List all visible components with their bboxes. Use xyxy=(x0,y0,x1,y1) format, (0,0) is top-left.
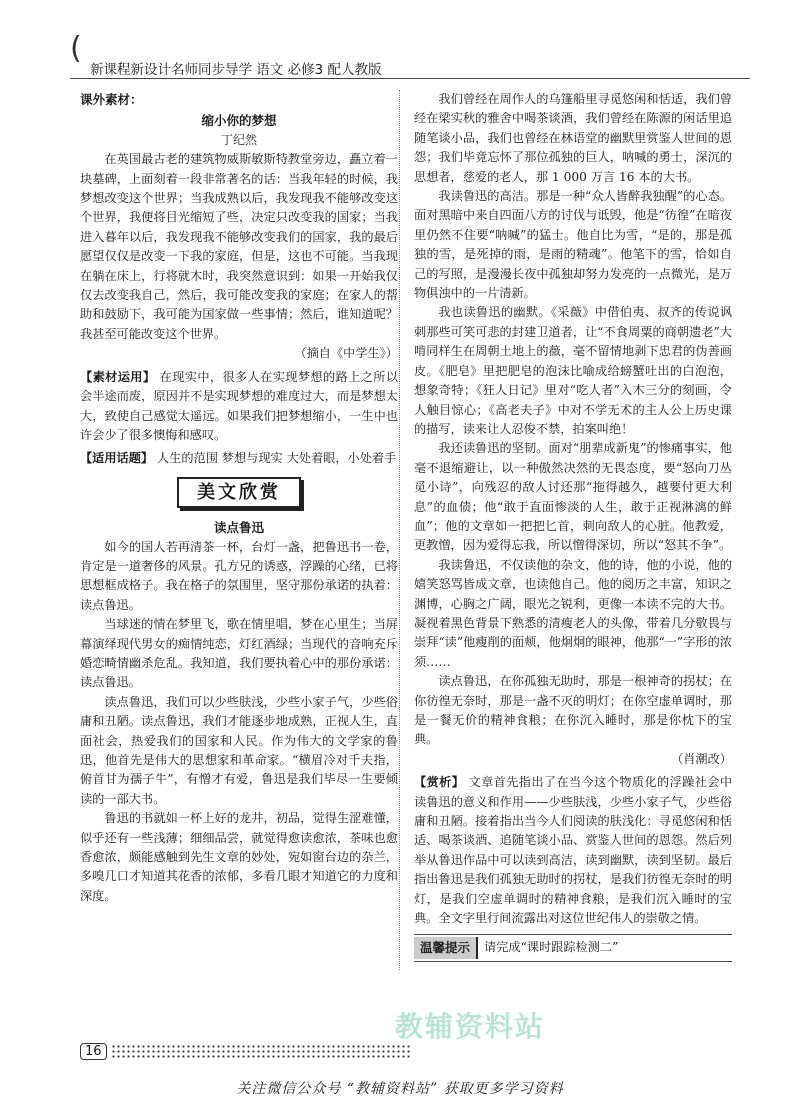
right-column xyxy=(414,90,732,962)
appreciation-block xyxy=(414,773,732,928)
column-divider xyxy=(399,90,400,970)
article-paragraph: 我也读鲁迅的幽默。《采薇》中借伯夷、叔齐的传说讽刺那些可笑可悲的封建卫道者，让“不食周粟的商朝遗老”大啃同样生在周朝土地上的薇，毫不留情地剥下忠君的伪善画皮。《肥皂》里把肥皂的泡沫比喻成给螃蟹吐出的白泡泡，想象奇特；《狂人日记》里对“吃人者”入木三分的刻画，令人触目惊心；《高老夫子》中对不学无术的主人公上历史课的描写，读来让人忍俊不禁，拍案叫绝！ xyxy=(414,305,732,436)
topic-tag: 【适用话题】 xyxy=(80,451,154,466)
header-title: 新课程新设计名师同步导学 语文 必修3 配人教版 xyxy=(90,62,382,78)
article-paragraph: 我读鲁迅的高洁。那是一种“众人皆醉我独醒”的心态。面对黑暗中来自四面八方的讨伐与诋毁，他是“彷徨”在暗夜里仍然不住要“呐喊”的猛士。他自比为雪，“是的，那是孤独的雪，是死掉的雨，是雨的精魂”。他笔下的雪，恰如自己的写照，是漫漫长夜中孤独却努力发亮的一点微光，是万物俱浊中的一片清新。 xyxy=(414,189,732,301)
page-number-bar xyxy=(80,1040,410,1062)
footer-note: 关注微信公众号 “教辅资料站” 获取更多学习资料 xyxy=(236,1081,564,1097)
dotted-strip xyxy=(111,1044,410,1058)
appreciation-tag: 【赏析】 xyxy=(414,775,465,790)
usage-block xyxy=(80,368,398,446)
section-label: 课外素材： xyxy=(80,92,143,107)
topic-block xyxy=(80,449,398,468)
article-paragraph: 我读鲁迅，不仅读他的杂文，他的诗，他的小说，他的嬉笑怒骂皆成文章，也读他自己。他的阅历之丰富，知识之渊博，心胸之广阔，眼光之锐利，更像一本读不完的大书。凝视着黑色背景下熟悉的清瘦老人的头像，带着几分敬畏与崇拜“读”他瘦削的面颊，他炯炯的眼神，他那“一”字形的浓须…… xyxy=(414,557,732,669)
article-paragraph: 鲁迅的书就如一杯上好的龙井，初品，觉得生涩难懂，似乎还有一些浅薄；细细品尝，就觉得愈读愈浓，茶味也愈香愈浓，颇能感触到先生文章的妙处，宛如窗台边的杂兰，多嗅几口才知道其花香的浓郁，多看几眼才知道它的力度和深度。 xyxy=(80,811,398,903)
section-banner: 美文欣赏 xyxy=(177,477,301,508)
essay-author: 丁纪然 xyxy=(220,132,257,147)
appreciation-text: 文章首先指出了在当今这个物质化的浮躁社会中读鲁迅的意义和作用——少些肤浅，少些小家子气，少些俗庸和丑陋。接着指出当今人们阅读的肤浅化：寻觅悠闲和恬适、喝茶谈酒、追随笔谈小品、赏鉴人世间的恩怨。然后列举从鲁迅作品中可以读到高洁，读到幽默，读到坚韧。最后指出鲁迅是我们孤独无助时的拐杖，是我们彷徨无奈时的明灯，是我们空虚单调时的精神食粮，是我们沉入睡时的宝典。全文字里行间流露出对这位世纪伟人的崇敬之情。 xyxy=(414,775,733,926)
page-number: 16 xyxy=(80,1043,107,1060)
left-column xyxy=(80,90,398,906)
essay-source: （摘自《中学生》） xyxy=(294,346,398,361)
tip-bar xyxy=(414,934,732,961)
page-header xyxy=(70,30,750,79)
topic-text: 人生的范围 梦想与现实 大处着眼，小处着手 xyxy=(157,451,397,466)
watermark: 教辅资料站 xyxy=(395,1010,546,1043)
article-title: 读点鲁迅 xyxy=(213,520,264,536)
usage-text: 在现实中，很多人在实现梦想的路上之所以会半途而废，原因并不是实现梦想的难度过大，而是梦想太大，致使自己感觉太遥远。如果我们把梦想缩小，一生中也许会少了很多懊悔和感叹。 xyxy=(80,369,399,442)
tip-label: 温馨提示 xyxy=(414,937,478,958)
author-note: （肖潮改） xyxy=(671,751,732,766)
article-paragraph: 读点鲁迅，在你孤独无助时，那是一根神奇的拐杖；在你彷徨无奈时，那是一盏不灭的明灯；在你空虚单调时，那是一餐无价的精神食粮；在你沉入睡时，那是你枕下的宝典。 xyxy=(414,674,732,747)
tip-text: 请完成“课时跟踪检测二” xyxy=(484,940,619,955)
article-paragraph: 读点鲁迅，我们可以少些肤浅，少些小家子气，少些俗庸和丑陋。读点鲁迅，我们才能逐步地成熟，正视人生，直面社会，热爱我们的国家和人民。作为伟大的文学家的鲁迅，他首先是伟大的思想家和革命家。“横眉冷对千夫指，俯首甘为孺子牛”，有憎才有爱，鲁迅是我们毕尽一生要倾读的一部大书。 xyxy=(80,694,398,806)
article-paragraph: 当球迷的情在梦里飞，歌在情里唱，梦在心里生；当屏幕演绎现代男女的痴情纯恋，灯红酒绿；当现代的音响充斥婚恋畸情幽杀危乱。我知道，我们要执着心中的那份承诺：读点鲁迅。 xyxy=(80,617,398,690)
banner-wrap xyxy=(80,477,398,508)
article-paragraph: 我还读鲁迅的坚韧。面对“朋辈成新鬼”的惨痛事实，他毫不退缩避让，以一种傲然决然的无畏态度，要“怒向刀丛觅小诗”，向残忍的敌人讨还那“拖得越久，越要付更大利息”的血债；他“敢于直面惨淡的人生，敢于正视淋漓的鲜血”；他的文章如一把把匕首，刺向敌人的心脏。他教爱，更教憎，因为爱得忘我，所以憎得深切，所以“怒其不争”。 xyxy=(414,441,732,553)
header-bracket-icon: ( xyxy=(70,31,82,66)
article-paragraph: 我们曾经在周作人的乌篷船里寻觅悠闲和恬适，我们曾经在梁实秋的雅舍中喝茶谈酒，我们曾经在陈源的闲话里追随笔谈小品，我们也曾经在林语堂的幽默里赏鉴人世间的恩怨；我们毕竟忘怀了那位孤独的巨人，呐喊的勇士，深沉的思想者，慈爱的老人，那 1 000 万言 16 本的大书。 xyxy=(414,92,732,184)
essay-body: 在英国最古老的建筑物威斯敏斯特教堂旁边，矗立着一块墓碑，上面刻着一段非常著名的话：当我年轻的时候，我梦想改变这个世界；当我成熟以后，我发现我不能够改变这个世界，我便将目光缩短了些，决定只改变我的国家；当我进入暮年以后，我发现我不能够改变我们的国家，我的最后愿望仅仅是改变一下我的家庭，但是，这也不可能。当我现在躺在床上，行将就木时，我突然意识到：如果一开始我仅仅去改变我自己，然后，我可能改变我的家庭；在家人的帮助和鼓励下，我可能为国家做一些事情；然后，谁知道呢？我甚至可能改变这个世界。 xyxy=(80,152,398,341)
essay-title: 缩小你的梦想 xyxy=(201,113,277,129)
usage-tag: 【素材运用】 xyxy=(80,369,156,384)
article-paragraph: 如今的国人若再清茶一杯，台灯一盏，把鲁迅书一卷，肯定是一道奢侈的风景。孔方兄的诱惑，浮躁的心绪，已将思想框成格子。我在格子的氛围里，坚守那份承诺的执着：读点鲁迅。 xyxy=(80,539,398,612)
